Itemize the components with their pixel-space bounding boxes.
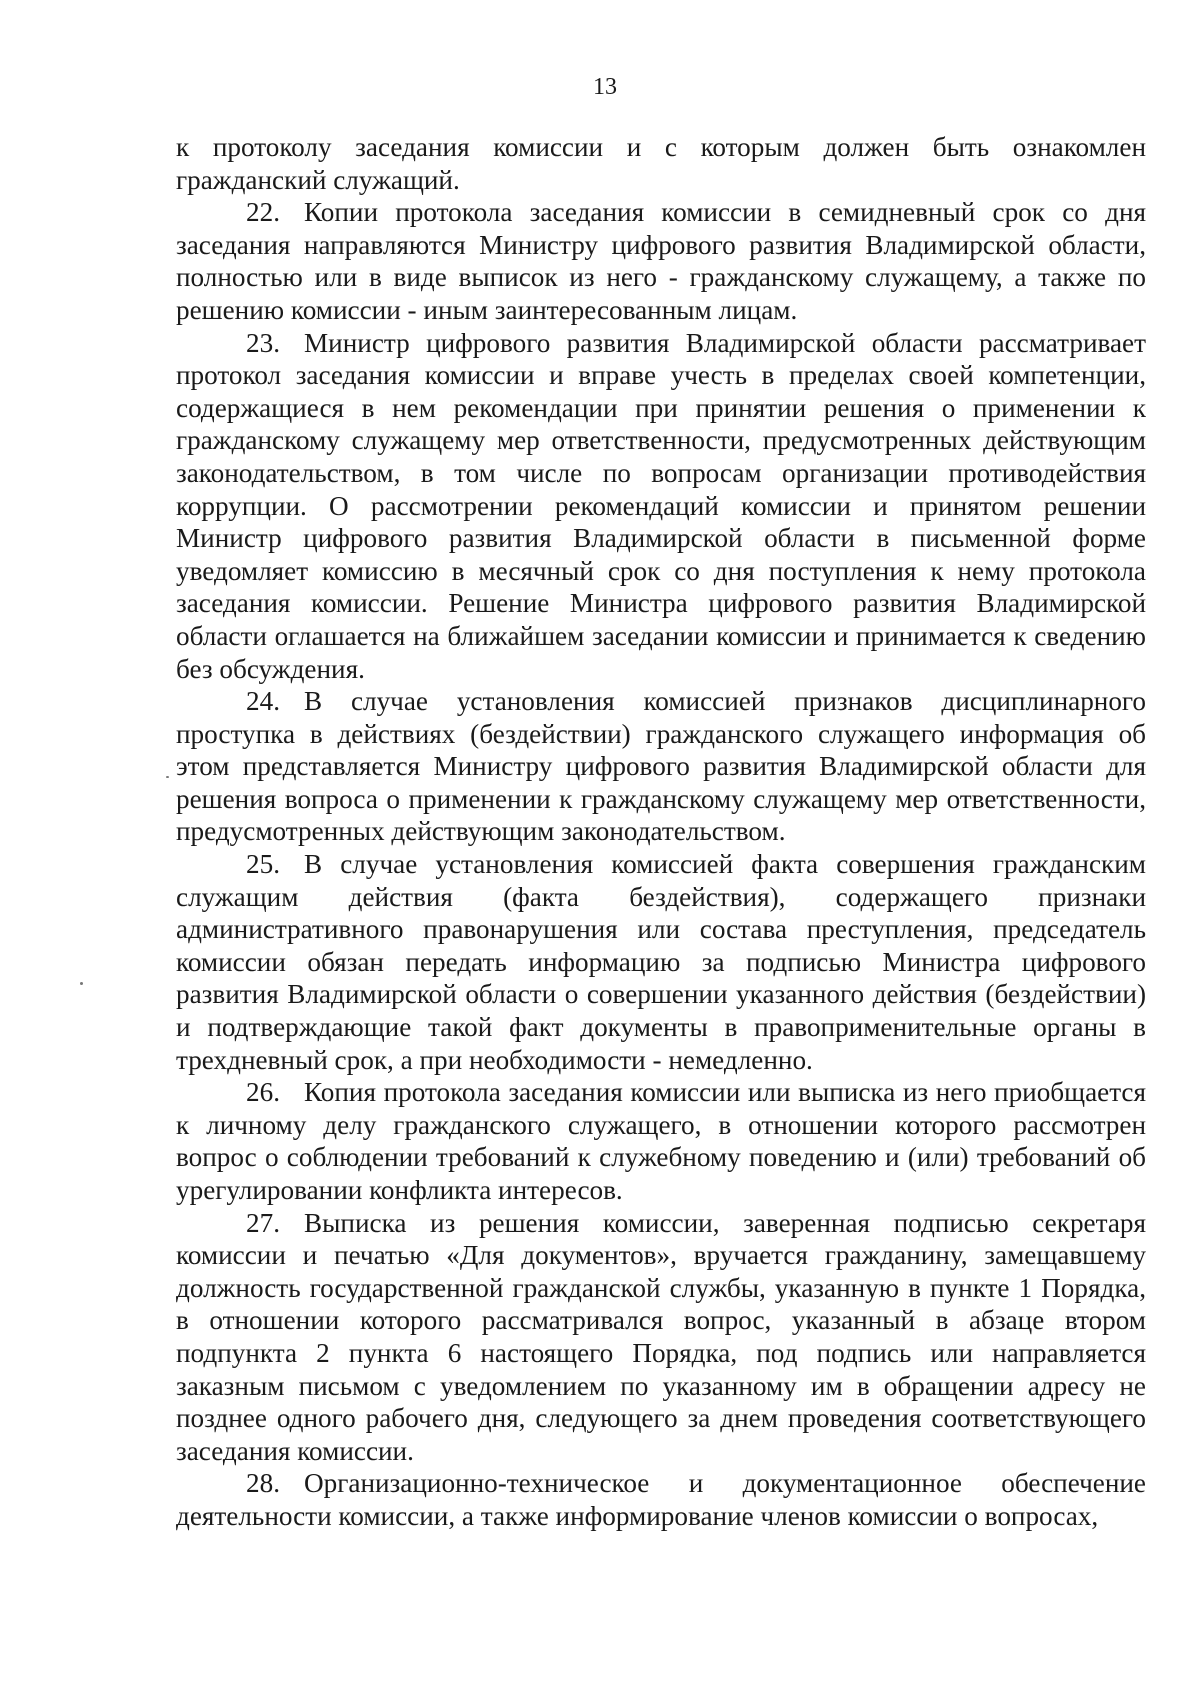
paragraph-26 xyxy=(176,1076,1146,1206)
paragraph-number: 25. xyxy=(246,849,280,880)
paragraph-number: 26. xyxy=(246,1077,280,1108)
paragraph-text: Копия протокола заседания комиссии или выписка из него приобщается к личному делу гражданского служащего, в отношении которого рассмотрен вопрос о соблюдении требований к служебному поведению и (или) требований об урегулировании конфликта интересов. xyxy=(176,1077,1146,1205)
paragraph-23 xyxy=(176,327,1146,686)
paragraph-number: 28. xyxy=(246,1468,280,1499)
paragraph-24 xyxy=(176,685,1146,848)
paragraph-text: В случае установления комиссией признаков дисциплинарного проступка в действиях (бездействии) гражданского служащего информация об этом представляется Министру цифрового развития Владимирской области для решения вопроса о применении к гражданскому служащему мер ответственности, предусмотренных действующим законодательством. xyxy=(176,686,1146,847)
paragraph-25 xyxy=(176,848,1146,1076)
paragraph-continuation xyxy=(176,131,1146,196)
paragraph-text: Выписка из решения комиссии, заверенная подписью секретаря комиссии и печатью «Для документов», вручается гражданину, замещавшему должность государственной гражданской службы, указанную в пункте 1 Порядка, в отношении которого рассматривался вопрос, указанный в абзаце втором подпункта 2 пункта 6 настоящего Порядка, под подпись или направляется заказным письмом с уведомлением по указанному им в обращении адресу не позднее одного рабочего дня, следующего за днем проведения соответствующего заседания комиссии. xyxy=(176,1207,1146,1466)
scan-speck xyxy=(80,982,83,985)
paragraph-27 xyxy=(176,1207,1146,1468)
paragraph-text: к протоколу заседания комиссии и с которым должен быть ознакомлен гражданский служащий. xyxy=(176,132,1146,195)
paragraph-text: Организационно-техническое и документационное обеспечение деятельности комиссии, а также информирование членов комиссии о вопросах, xyxy=(176,1468,1146,1531)
paragraph-number: 27. xyxy=(246,1207,280,1238)
page-number: 13 xyxy=(593,74,617,100)
paragraph-number: 22. xyxy=(246,197,280,228)
paragraph-28 xyxy=(176,1467,1146,1532)
scan-speck xyxy=(166,776,169,778)
document-body xyxy=(176,131,1146,1533)
paragraph-22 xyxy=(176,196,1146,326)
paragraph-text: В случае установления комиссией факта совершения гражданским служащим действия (факта бездействия), содержащего признаки административного правонарушения или состава преступления, председатель комиссии обязан передать информацию за подписью Министра цифрового развития Владимирской области о совершении указанного действия (бездействии) и подтверждающие такой факт документы в правоприменительные органы в трехдневный срок, а при необходимости - немедленно. xyxy=(176,849,1146,1075)
paragraph-text: Министр цифрового развития Владимирской области рассматривает протокол заседания комиссии и вправе учесть в пределах своей компетенции, содержащиеся в нем рекомендации при принятии решения о применении к гражданскому служащему мер ответственности, предусмотренных действующим законодательством, в том числе по вопросам организации противодействия коррупции. О рассмотрении рекомендаций комиссии и принятом решении Министр цифрового развития Владимирской области в письменной форме уведомляет комиссию в месячный срок со дня поступления к нему протокола заседания комиссии. Решение Министра цифрового развития Владимирской области оглашается на ближайшем заседании комиссии и принимается к сведению без обсуждения. xyxy=(176,327,1146,684)
paragraph-text: Копии протокола заседания комиссии в семидневный срок со дня заседания направляются Министру цифрового развития Владимирской области, полностью или в виде выписок из него - гражданскому служащему, а также по решению комиссии - иным заинтересованным лицам. xyxy=(176,197,1146,325)
paragraph-number: 23. xyxy=(246,327,280,358)
paragraph-number: 24. xyxy=(246,686,280,717)
